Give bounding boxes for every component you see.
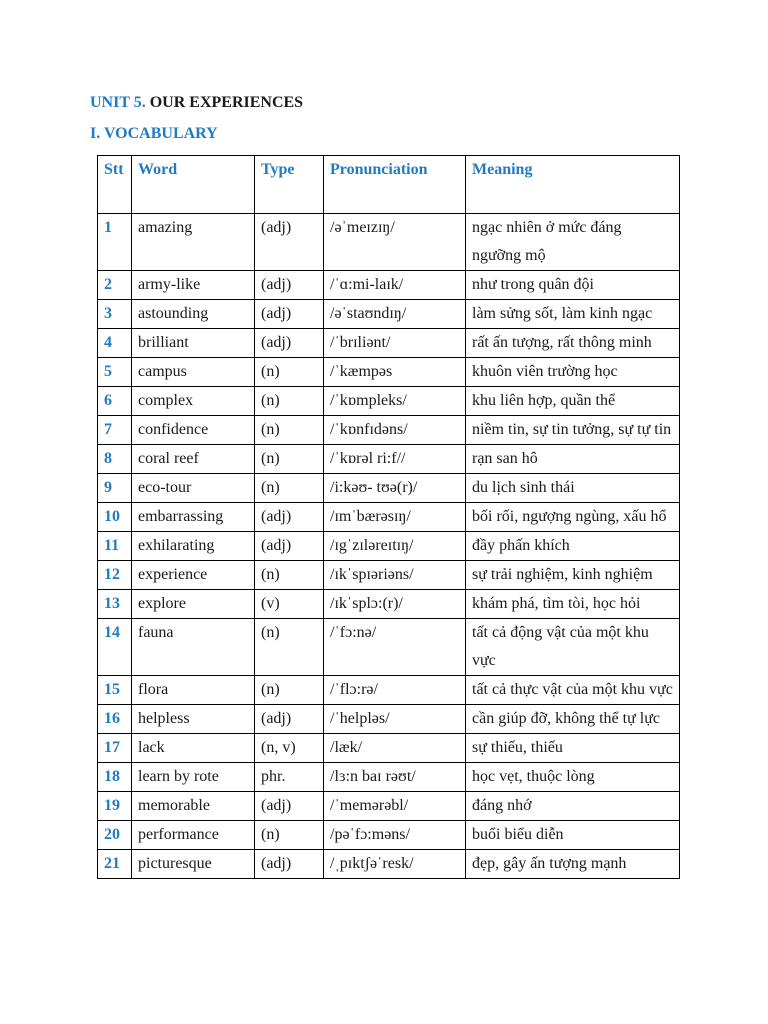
cell-meaning: ngạc nhiên ở mức đáng ngưỡng mộ	[466, 214, 680, 271]
cell-meaning: học vẹt, thuộc lòng	[466, 763, 680, 792]
cell-word: embarrassing	[132, 503, 255, 532]
cell-pronunciation: /ˈkæmpəs	[324, 358, 466, 387]
cell-meaning: đẹp, gây ấn tượng mạnh	[466, 850, 680, 879]
cell-word: explore	[132, 590, 255, 619]
cell-meaning: sự thiếu, thiếu	[466, 734, 680, 763]
cell-word: flora	[132, 676, 255, 705]
table-row	[98, 561, 680, 590]
cell-stt: 21	[98, 850, 132, 879]
cell-stt: 16	[98, 705, 132, 734]
cell-type: (adj)	[255, 532, 324, 561]
unit-label: UNIT 5.	[90, 94, 146, 111]
cell-pronunciation: /əˈstaʊndɪŋ/	[324, 300, 466, 329]
cell-meaning: khu liên hợp, quần thể	[466, 387, 680, 416]
table-row	[98, 850, 680, 879]
cell-meaning: bối rối, ngượng ngùng, xấu hổ	[466, 503, 680, 532]
cell-stt: 2	[98, 271, 132, 300]
cell-word: exhilarating	[132, 532, 255, 561]
cell-pronunciation: /ˈkɒnfɪdəns/	[324, 416, 466, 445]
cell-word: amazing	[132, 214, 255, 271]
cell-meaning: rạn san hô	[466, 445, 680, 474]
cell-type: (n)	[255, 358, 324, 387]
cell-pronunciation: /ˈkɒmpleks/	[324, 387, 466, 416]
cell-stt: 3	[98, 300, 132, 329]
cell-type: (adj)	[255, 271, 324, 300]
cell-stt: 20	[98, 821, 132, 850]
cell-word: astounding	[132, 300, 255, 329]
cell-pronunciation: /ɪkˈsplɔ:(r)/	[324, 590, 466, 619]
table-row	[98, 387, 680, 416]
cell-type: (adj)	[255, 792, 324, 821]
unit-name: OUR EXPERIENCES	[145, 94, 304, 111]
cell-type: (n)	[255, 445, 324, 474]
cell-type: (adj)	[255, 329, 324, 358]
cell-stt: 9	[98, 474, 132, 503]
table-row	[98, 214, 680, 271]
cell-word: fauna	[132, 619, 255, 676]
table-row	[98, 358, 680, 387]
table-row	[98, 676, 680, 705]
vocabulary-table	[97, 155, 680, 879]
cell-stt: 6	[98, 387, 132, 416]
cell-meaning: đầy phấn khích	[466, 532, 680, 561]
cell-pronunciation: /i:kəʊ- tʊə(r)/	[324, 474, 466, 503]
cell-pronunciation: /ˈfɔ:nə/	[324, 619, 466, 676]
cell-type: (n)	[255, 619, 324, 676]
cell-type: (n)	[255, 387, 324, 416]
cell-stt: 4	[98, 329, 132, 358]
cell-pronunciation: /ɪmˈbærəsɪŋ/	[324, 503, 466, 532]
cell-type: (adj)	[255, 300, 324, 329]
table-row	[98, 503, 680, 532]
cell-stt: 19	[98, 792, 132, 821]
cell-stt: 12	[98, 561, 132, 590]
cell-stt: 10	[98, 503, 132, 532]
cell-type: phr.	[255, 763, 324, 792]
cell-meaning: làm sửng sốt, làm kinh ngạc	[466, 300, 680, 329]
cell-word: memorable	[132, 792, 255, 821]
cell-meaning: buổi biểu diễn	[466, 821, 680, 850]
cell-pronunciation: /ˈmemərəbl/	[324, 792, 466, 821]
cell-stt: 8	[98, 445, 132, 474]
table-row	[98, 416, 680, 445]
cell-type: (n, v)	[255, 734, 324, 763]
unit-title	[90, 94, 303, 112]
cell-type: (adj)	[255, 503, 324, 532]
table-row	[98, 532, 680, 561]
cell-word: learn by rote	[132, 763, 255, 792]
cell-meaning: tất cả thực vật của một khu vực	[466, 676, 680, 705]
cell-stt: 13	[98, 590, 132, 619]
cell-word: coral reef	[132, 445, 255, 474]
table-row	[98, 734, 680, 763]
cell-meaning: khám phá, tìm tòi, học hỏi	[466, 590, 680, 619]
cell-word: helpless	[132, 705, 255, 734]
cell-type: (n)	[255, 561, 324, 590]
cell-pronunciation: /ˈflɔ:rə/	[324, 676, 466, 705]
cell-word: army-like	[132, 271, 255, 300]
cell-type: (adj)	[255, 850, 324, 879]
cell-pronunciation: /ˈɑ:mi-laɪk/	[324, 271, 466, 300]
cell-meaning: du lịch sinh thái	[466, 474, 680, 503]
cell-word: brilliant	[132, 329, 255, 358]
cell-type: (n)	[255, 821, 324, 850]
cell-pronunciation: /ɪgˈzɪləreɪtɪŋ/	[324, 532, 466, 561]
cell-pronunciation: /ˈbrɪliənt/	[324, 329, 466, 358]
table-row	[98, 300, 680, 329]
cell-pronunciation: /læk/	[324, 734, 466, 763]
cell-pronunciation: /pəˈfɔ:məns/	[324, 821, 466, 850]
cell-pronunciation: /əˈmeɪzɪŋ/	[324, 214, 466, 271]
cell-word: complex	[132, 387, 255, 416]
table-row	[98, 329, 680, 358]
section-title: I. VOCABULARY	[90, 125, 218, 142]
cell-word: picturesque	[132, 850, 255, 879]
cell-stt: 7	[98, 416, 132, 445]
cell-stt: 5	[98, 358, 132, 387]
cell-stt: 11	[98, 532, 132, 561]
table-row	[98, 763, 680, 792]
cell-stt: 1	[98, 214, 132, 271]
header-stt: Stt	[98, 156, 132, 214]
cell-meaning: khuôn viên trường học	[466, 358, 680, 387]
cell-meaning: cần giúp đỡ, không thể tự lực	[466, 705, 680, 734]
table-row	[98, 821, 680, 850]
cell-pronunciation: /ˈkɒrəl ri:f//	[324, 445, 466, 474]
table-row	[98, 792, 680, 821]
cell-pronunciation: /ˌpɪktʃəˈresk/	[324, 850, 466, 879]
cell-meaning: rất ấn tượng, rất thông minh	[466, 329, 680, 358]
cell-type: (n)	[255, 416, 324, 445]
header-meaning: Meaning	[466, 156, 680, 214]
cell-stt: 18	[98, 763, 132, 792]
cell-type: (adj)	[255, 214, 324, 271]
cell-meaning: tất cả động vật của một khu vực	[466, 619, 680, 676]
cell-pronunciation: /ɪkˈspɪəriəns/	[324, 561, 466, 590]
cell-type: (n)	[255, 676, 324, 705]
cell-type: (adj)	[255, 705, 324, 734]
cell-stt: 17	[98, 734, 132, 763]
cell-word: lack	[132, 734, 255, 763]
table-row	[98, 474, 680, 503]
cell-meaning: niềm tin, sự tin tưởng, sự tự tin	[466, 416, 680, 445]
table-row	[98, 271, 680, 300]
table-row	[98, 590, 680, 619]
cell-stt: 15	[98, 676, 132, 705]
cell-type: (v)	[255, 590, 324, 619]
cell-meaning: sự trải nghiệm, kinh nghiệm	[466, 561, 680, 590]
cell-word: campus	[132, 358, 255, 387]
cell-type: (n)	[255, 474, 324, 503]
table-row	[98, 619, 680, 676]
table-row	[98, 445, 680, 474]
header-type: Type	[255, 156, 324, 214]
cell-pronunciation: /lɜ:n baɪ rəʊt/	[324, 763, 466, 792]
cell-stt: 14	[98, 619, 132, 676]
cell-meaning: đáng nhớ	[466, 792, 680, 821]
cell-word: experience	[132, 561, 255, 590]
cell-meaning: như trong quân đội	[466, 271, 680, 300]
cell-word: confidence	[132, 416, 255, 445]
table-row	[98, 705, 680, 734]
cell-pronunciation: /ˈhelpləs/	[324, 705, 466, 734]
header-word: Word	[132, 156, 255, 214]
cell-word: performance	[132, 821, 255, 850]
cell-word: eco-tour	[132, 474, 255, 503]
header-pronunciation: Pronunciation	[324, 156, 466, 214]
table-header-row	[98, 156, 680, 214]
table-body	[98, 214, 680, 879]
